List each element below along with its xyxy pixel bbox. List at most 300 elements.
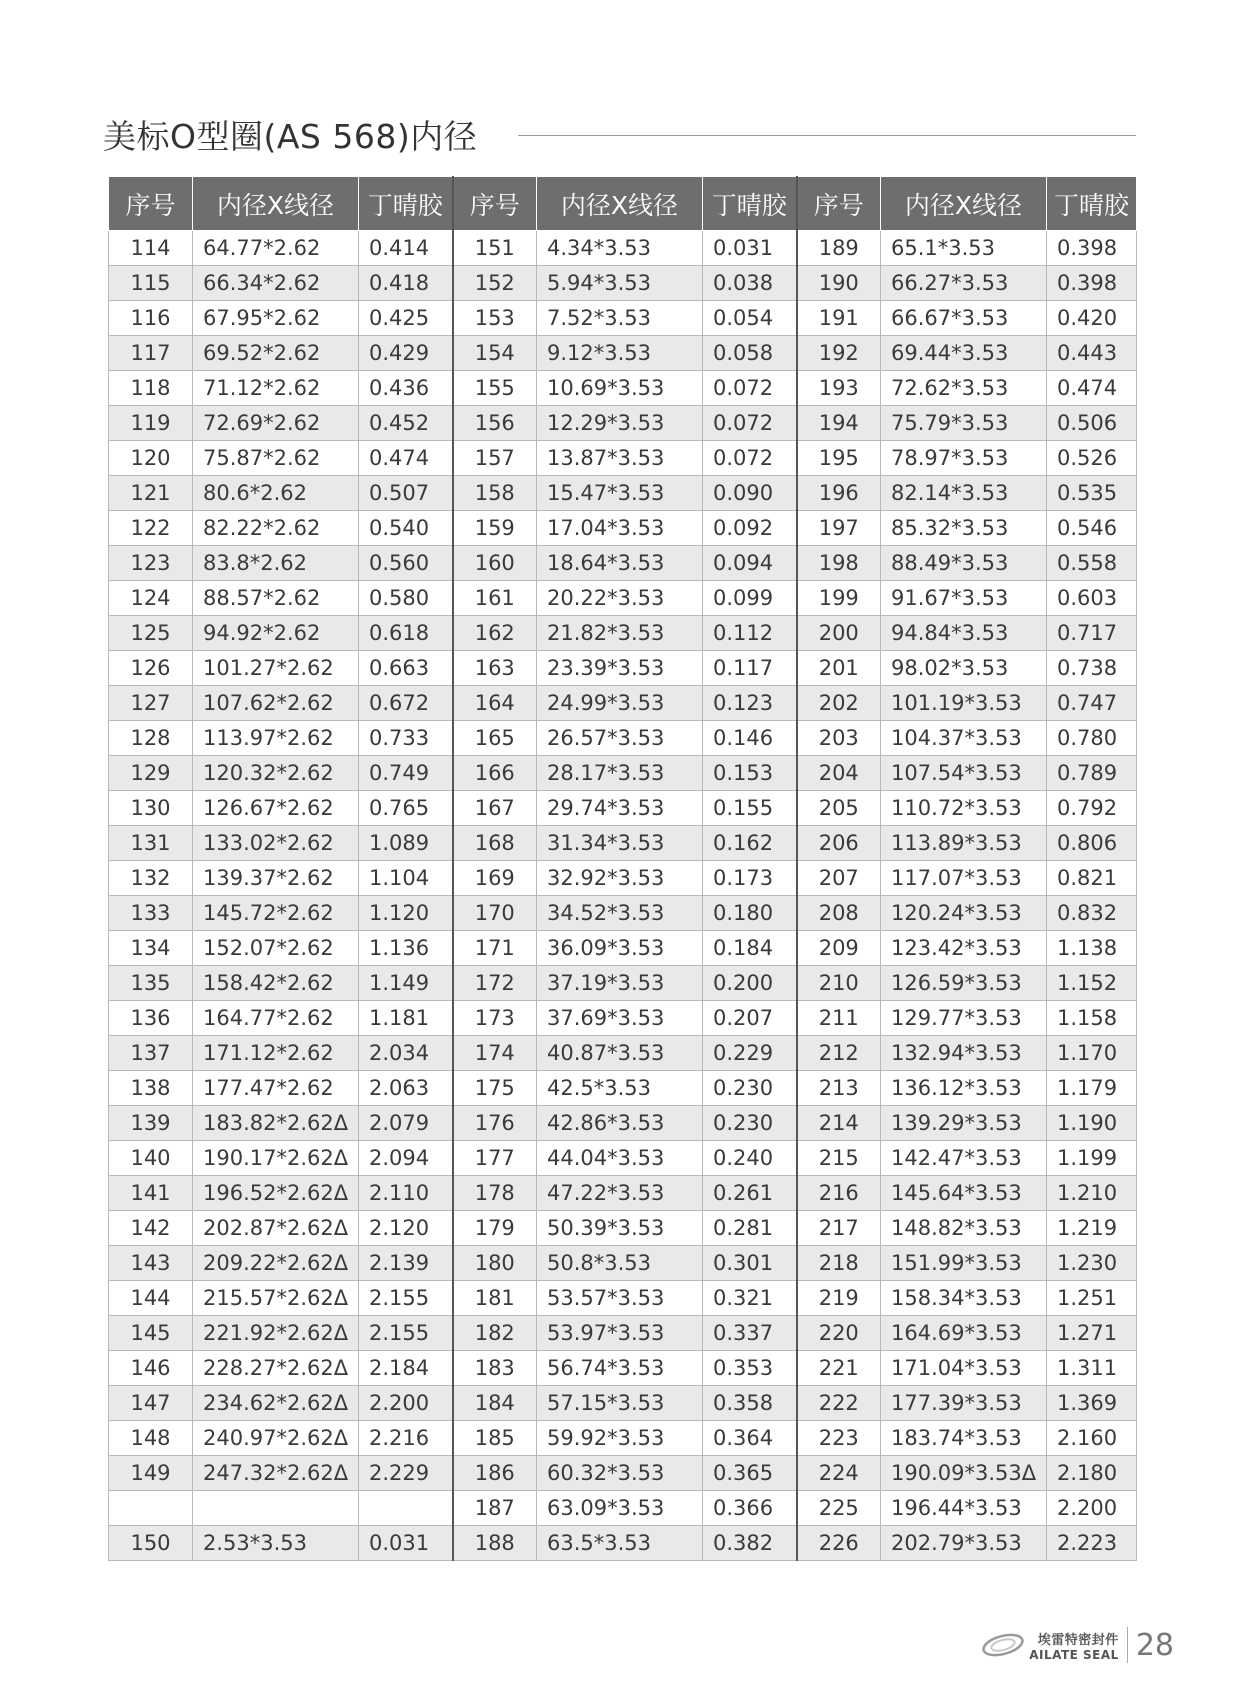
cell-size: 18.64*3.53	[537, 546, 703, 581]
cell-size: 145.72*2.62	[193, 896, 359, 931]
cell-size: 57.15*3.53	[537, 1386, 703, 1421]
cell-nbr-weight: 0.526	[1047, 441, 1137, 476]
cell-item-no: 211	[797, 1001, 881, 1036]
cell-nbr-weight: 0.414	[359, 231, 453, 266]
cell-size: 4.34*3.53	[537, 231, 703, 266]
cell-item-no: 194	[797, 406, 881, 441]
cell-nbr-weight: 0.054	[703, 301, 797, 336]
cell-item-no: 144	[109, 1281, 193, 1316]
cell-size: 37.69*3.53	[537, 1001, 703, 1036]
cell-size: 133.02*2.62	[193, 826, 359, 861]
cell-size: 113.89*3.53	[881, 826, 1047, 861]
cell-item-no: 151	[453, 231, 537, 266]
cell-nbr-weight: 2.063	[359, 1071, 453, 1106]
cell-nbr-weight: 0.090	[703, 476, 797, 511]
cell-item-no: 207	[797, 861, 881, 896]
cell-item-no: 178	[453, 1176, 537, 1211]
cell-item-no: 169	[453, 861, 537, 896]
cell-size: 196.44*3.53	[881, 1491, 1047, 1526]
cell-size: 94.84*3.53	[881, 616, 1047, 651]
header-no: 序号	[109, 177, 193, 231]
table-row	[109, 861, 1137, 896]
cell-item-no: 208	[797, 896, 881, 931]
cell-size: 31.34*3.53	[537, 826, 703, 861]
cell-item-no: 124	[109, 581, 193, 616]
footer-divider	[1127, 1627, 1128, 1663]
cell-nbr-weight: 0.112	[703, 616, 797, 651]
cell-item-no: 163	[453, 651, 537, 686]
table-row	[109, 1001, 1137, 1036]
cell-size: 215.57*2.62Δ	[193, 1281, 359, 1316]
cell-nbr-weight: 0.535	[1047, 476, 1137, 511]
table-row	[109, 511, 1137, 546]
cell-nbr-weight: 1.089	[359, 826, 453, 861]
cell-size: 71.12*2.62	[193, 371, 359, 406]
cell-item-no: 185	[453, 1421, 537, 1456]
cell-nbr-weight: 0.663	[359, 651, 453, 686]
cell-item-no: 175	[453, 1071, 537, 1106]
cell-item-no: 157	[453, 441, 537, 476]
cell-nbr-weight: 0.146	[703, 721, 797, 756]
cell-item-no: 117	[109, 336, 193, 371]
cell-size: 29.74*3.53	[537, 791, 703, 826]
cell-nbr-weight: 0.429	[359, 336, 453, 371]
cell-item-no: 127	[109, 686, 193, 721]
cell-nbr-weight: 0.281	[703, 1211, 797, 1246]
cell-size: 91.67*3.53	[881, 581, 1047, 616]
cell-nbr-weight: 0.738	[1047, 651, 1137, 686]
cell-size: 17.04*3.53	[537, 511, 703, 546]
cell-item-no: 152	[453, 266, 537, 301]
header-size: 内径X线径	[881, 177, 1047, 231]
cell-item-no: 138	[109, 1071, 193, 1106]
cell-item-no: 223	[797, 1421, 881, 1456]
cell-item-no: 160	[453, 546, 537, 581]
table-row	[109, 406, 1137, 441]
cell-item-no: 220	[797, 1316, 881, 1351]
table-row	[109, 1071, 1137, 1106]
cell-size: 123.42*3.53	[881, 931, 1047, 966]
cell-item-no: 219	[797, 1281, 881, 1316]
table-row	[109, 1526, 1137, 1561]
cell-item-no: 118	[109, 371, 193, 406]
cell-size: 164.77*2.62	[193, 1001, 359, 1036]
cell-size: 148.82*3.53	[881, 1211, 1047, 1246]
page-title: 美标O型圈(AS 568)内径	[103, 117, 478, 156]
cell-item-no: 190	[797, 266, 881, 301]
cell-size: 158.34*3.53	[881, 1281, 1047, 1316]
table-row	[109, 896, 1137, 931]
cell-item-no: 128	[109, 721, 193, 756]
cell-item-no: 114	[109, 231, 193, 266]
cell-size: 132.94*3.53	[881, 1036, 1047, 1071]
cell-size: 177.47*2.62	[193, 1071, 359, 1106]
cell-size: 82.14*3.53	[881, 476, 1047, 511]
table-row	[109, 791, 1137, 826]
cell-item-no: 222	[797, 1386, 881, 1421]
cell-nbr-weight: 1.199	[1047, 1141, 1137, 1176]
cell-item-no: 147	[109, 1386, 193, 1421]
table-row	[109, 931, 1137, 966]
cell-nbr-weight: 1.210	[1047, 1176, 1137, 1211]
cell-item-no: 119	[109, 406, 193, 441]
cell-nbr-weight: 0.443	[1047, 336, 1137, 371]
cell-item-no: 120	[109, 441, 193, 476]
cell-size: 72.69*2.62	[193, 406, 359, 441]
cell-nbr-weight: 0.092	[703, 511, 797, 546]
brand-name-en: AILATE SEAL	[1029, 1647, 1119, 1662]
cell-nbr-weight: 1.170	[1047, 1036, 1137, 1071]
cell-size: 59.92*3.53	[537, 1421, 703, 1456]
cell-item-no: 196	[797, 476, 881, 511]
cell-size: 75.87*2.62	[193, 441, 359, 476]
cell-nbr-weight: 0.031	[359, 1526, 453, 1561]
cell-item-no: 142	[109, 1211, 193, 1246]
cell-item-no: 135	[109, 966, 193, 1001]
cell-nbr-weight: 2.120	[359, 1211, 453, 1246]
table-row	[109, 1141, 1137, 1176]
table-row	[109, 266, 1137, 301]
cell-item-no: 221	[797, 1351, 881, 1386]
cell-nbr-weight: 1.219	[1047, 1211, 1137, 1246]
cell-nbr-weight: 0.792	[1047, 791, 1137, 826]
cell-nbr-weight: 1.152	[1047, 966, 1137, 1001]
table-row	[109, 756, 1137, 791]
cell-size: 142.47*3.53	[881, 1141, 1047, 1176]
cell-size: 228.27*2.62Δ	[193, 1351, 359, 1386]
cell-item-no: 191	[797, 301, 881, 336]
cell-item-no: 148	[109, 1421, 193, 1456]
table-row	[109, 966, 1137, 1001]
header-no: 序号	[453, 177, 537, 231]
cell-size: 120.32*2.62	[193, 756, 359, 791]
cell-item-no: 168	[453, 826, 537, 861]
cell-size: 88.49*3.53	[881, 546, 1047, 581]
cell-nbr-weight: 0.180	[703, 896, 797, 931]
cell-nbr-weight: 2.155	[359, 1316, 453, 1351]
cell-size: 53.57*3.53	[537, 1281, 703, 1316]
cell-size: 64.77*2.62	[193, 231, 359, 266]
cell-item-no: 159	[453, 511, 537, 546]
cell-item-no: 201	[797, 651, 881, 686]
cell-nbr-weight: 2.155	[359, 1281, 453, 1316]
cell-nbr-weight: 0.337	[703, 1316, 797, 1351]
cell-item-no: 143	[109, 1246, 193, 1281]
cell-size: 117.07*3.53	[881, 861, 1047, 896]
cell-size: 40.87*3.53	[537, 1036, 703, 1071]
cell-size: 183.74*3.53	[881, 1421, 1047, 1456]
cell-nbr-weight: 0.474	[1047, 371, 1137, 406]
cell-item-no: 164	[453, 686, 537, 721]
brand-name-cn: 埃雷特密封件	[1037, 1632, 1119, 1648]
cell-nbr-weight: 0.155	[703, 791, 797, 826]
cell-size: 26.57*3.53	[537, 721, 703, 756]
cell-item-no: 129	[109, 756, 193, 791]
cell-item-no: 139	[109, 1106, 193, 1141]
cell-item-no: 204	[797, 756, 881, 791]
cell-item-no: 182	[453, 1316, 537, 1351]
cell-nbr-weight: 0.364	[703, 1421, 797, 1456]
table-body	[109, 231, 1137, 1561]
cell-size: 5.94*3.53	[537, 266, 703, 301]
cell-size: 183.82*2.62Δ	[193, 1106, 359, 1141]
cell-item-no: 132	[109, 861, 193, 896]
cell-size: 66.27*3.53	[881, 266, 1047, 301]
table-row	[109, 1386, 1137, 1421]
cell-nbr-weight: 0.072	[703, 371, 797, 406]
cell-item-no: 181	[453, 1281, 537, 1316]
table-row	[109, 1351, 1137, 1386]
title-rule	[518, 135, 1136, 136]
cell-nbr-weight: 0.301	[703, 1246, 797, 1281]
cell-nbr-weight: 0.418	[359, 266, 453, 301]
cell-nbr-weight: 0.382	[703, 1526, 797, 1561]
cell-nbr-weight: 0.153	[703, 756, 797, 791]
cell-item-no: 180	[453, 1246, 537, 1281]
cell-item-no: 192	[797, 336, 881, 371]
cell-item-no: 172	[453, 966, 537, 1001]
cell-size: 120.24*3.53	[881, 896, 1047, 931]
cell-size: 129.77*3.53	[881, 1001, 1047, 1036]
cell-item-no: 179	[453, 1211, 537, 1246]
cell-item-no: 206	[797, 826, 881, 861]
cell-size: 107.54*3.53	[881, 756, 1047, 791]
cell-item-no: 126	[109, 651, 193, 686]
cell-size: 158.42*2.62	[193, 966, 359, 1001]
oring-size-table	[108, 176, 1137, 1561]
cell-nbr-weight: 1.179	[1047, 1071, 1137, 1106]
cell-item-no: 215	[797, 1141, 881, 1176]
cell-item-no: 150	[109, 1526, 193, 1561]
cell-size: 34.52*3.53	[537, 896, 703, 931]
cell-nbr-weight: 1.230	[1047, 1246, 1137, 1281]
cell-item-no: 140	[109, 1141, 193, 1176]
cell-size: 247.32*2.62Δ	[193, 1456, 359, 1491]
cell-item-no: 121	[109, 476, 193, 511]
cell-item-no: 134	[109, 931, 193, 966]
cell-item-no: 226	[797, 1526, 881, 1561]
cell-nbr-weight: 0.821	[1047, 861, 1137, 896]
cell-nbr-weight: 0.094	[703, 546, 797, 581]
cell-size: 13.87*3.53	[537, 441, 703, 476]
cell-item-no: 216	[797, 1176, 881, 1211]
cell-size: 85.32*3.53	[881, 511, 1047, 546]
cell-item-no: 195	[797, 441, 881, 476]
cell-nbr-weight: 0.123	[703, 686, 797, 721]
cell-item-no: 210	[797, 966, 881, 1001]
cell-nbr-weight: 2.139	[359, 1246, 453, 1281]
cell-item-no: 162	[453, 616, 537, 651]
header-nbr: 丁晴胶	[359, 177, 453, 231]
cell-size: 7.52*3.53	[537, 301, 703, 336]
cell-nbr-weight: 0.173	[703, 861, 797, 896]
cell-size: 190.09*3.53Δ	[881, 1456, 1047, 1491]
cell-item-no: 122	[109, 511, 193, 546]
cell-nbr-weight: 0.558	[1047, 546, 1137, 581]
cell-item-no: 174	[453, 1036, 537, 1071]
cell-item-no: 145	[109, 1316, 193, 1351]
cell-size: 78.97*3.53	[881, 441, 1047, 476]
cell-nbr-weight: 0.321	[703, 1281, 797, 1316]
cell-item-no: 186	[453, 1456, 537, 1491]
cell-item-no: 173	[453, 1001, 537, 1036]
cell-item-no: 209	[797, 931, 881, 966]
cell-size: 151.99*3.53	[881, 1246, 1047, 1281]
cell-nbr-weight: 2.229	[359, 1456, 453, 1491]
table-row	[109, 441, 1137, 476]
cell-size: 101.19*3.53	[881, 686, 1047, 721]
cell-size: 209.22*2.62Δ	[193, 1246, 359, 1281]
table-row	[109, 581, 1137, 616]
cell-item-no: 197	[797, 511, 881, 546]
cell-nbr-weight: 0.366	[703, 1491, 797, 1526]
cell-nbr-weight: 2.223	[1047, 1526, 1137, 1561]
cell-size: 69.44*3.53	[881, 336, 1047, 371]
cell-size: 177.39*3.53	[881, 1386, 1047, 1421]
cell-item-no: 188	[453, 1526, 537, 1561]
page-footer	[981, 1627, 1174, 1663]
cell-size: 9.12*3.53	[537, 336, 703, 371]
cell-size: 36.09*3.53	[537, 931, 703, 966]
cell-size: 88.57*2.62	[193, 581, 359, 616]
cell-size: 94.92*2.62	[193, 616, 359, 651]
cell-nbr-weight: 0.230	[703, 1071, 797, 1106]
cell-item-no: 225	[797, 1491, 881, 1526]
cell-item-no: 146	[109, 1351, 193, 1386]
cell-size: 75.79*3.53	[881, 406, 1047, 441]
cell-item-no: 205	[797, 791, 881, 826]
cell-item-no: 167	[453, 791, 537, 826]
cell-item-no: 213	[797, 1071, 881, 1106]
cell-item-no: 200	[797, 616, 881, 651]
page-number: 28	[1135, 1627, 1174, 1663]
cell-item-no: 125	[109, 616, 193, 651]
cell-nbr-weight: 0.789	[1047, 756, 1137, 791]
cell-size: 69.52*2.62	[193, 336, 359, 371]
cell-size: 65.1*3.53	[881, 231, 1047, 266]
cell-size: 101.27*2.62	[193, 651, 359, 686]
cell-nbr-weight: 0.353	[703, 1351, 797, 1386]
cell-item-no: 183	[453, 1351, 537, 1386]
cell-item-no: 131	[109, 826, 193, 861]
cell-nbr-weight: 2.200	[1047, 1491, 1137, 1526]
cell-item-no: 171	[453, 931, 537, 966]
cell-nbr-weight: 2.184	[359, 1351, 453, 1386]
cell-nbr-weight: 0.672	[359, 686, 453, 721]
cell-size: 47.22*3.53	[537, 1176, 703, 1211]
cell-nbr-weight: 0.099	[703, 581, 797, 616]
table-row	[109, 1106, 1137, 1141]
cell-item-no: 193	[797, 371, 881, 406]
cell-size	[193, 1491, 359, 1526]
cell-nbr-weight: 1.251	[1047, 1281, 1137, 1316]
header-nbr: 丁晴胶	[703, 177, 797, 231]
cell-size: 56.74*3.53	[537, 1351, 703, 1386]
table-header-row	[109, 177, 1137, 231]
table-row	[109, 546, 1137, 581]
cell-nbr-weight: 0.506	[1047, 406, 1137, 441]
cell-size: 171.04*3.53	[881, 1351, 1047, 1386]
cell-item-no: 130	[109, 791, 193, 826]
cell-size: 152.07*2.62	[193, 931, 359, 966]
cell-size: 190.17*2.62Δ	[193, 1141, 359, 1176]
cell-nbr-weight: 2.180	[1047, 1456, 1137, 1491]
cell-item-no: 161	[453, 581, 537, 616]
cell-nbr-weight: 0.038	[703, 266, 797, 301]
cell-nbr-weight: 0.747	[1047, 686, 1137, 721]
cell-nbr-weight: 0.058	[703, 336, 797, 371]
cell-nbr-weight: 0.358	[703, 1386, 797, 1421]
cell-nbr-weight: 0.546	[1047, 511, 1137, 546]
cell-size: 164.69*3.53	[881, 1316, 1047, 1351]
cell-nbr-weight: 0.618	[359, 616, 453, 651]
cell-size: 66.34*2.62	[193, 266, 359, 301]
cell-nbr-weight: 0.031	[703, 231, 797, 266]
cell-nbr-weight: 1.136	[359, 931, 453, 966]
cell-nbr-weight: 0.184	[703, 931, 797, 966]
cell-item-no: 141	[109, 1176, 193, 1211]
cell-item-no: 176	[453, 1106, 537, 1141]
cell-nbr-weight: 0.436	[359, 371, 453, 406]
cell-item-no: 156	[453, 406, 537, 441]
cell-size: 12.29*3.53	[537, 406, 703, 441]
cell-nbr-weight: 0.603	[1047, 581, 1137, 616]
cell-item-no: 217	[797, 1211, 881, 1246]
cell-nbr-weight: 1.120	[359, 896, 453, 931]
cell-item-no: 189	[797, 231, 881, 266]
cell-size: 104.37*3.53	[881, 721, 1047, 756]
cell-nbr-weight: 2.200	[359, 1386, 453, 1421]
table-row	[109, 371, 1137, 406]
cell-item-no: 214	[797, 1106, 881, 1141]
cell-nbr-weight: 0.240	[703, 1141, 797, 1176]
brand-name	[1029, 1629, 1119, 1662]
cell-size: 202.79*3.53	[881, 1526, 1047, 1561]
cell-size: 136.12*3.53	[881, 1071, 1047, 1106]
cell-item-no: 133	[109, 896, 193, 931]
cell-nbr-weight: 0.832	[1047, 896, 1137, 931]
cell-size: 113.97*2.62	[193, 721, 359, 756]
cell-size: 20.22*3.53	[537, 581, 703, 616]
cell-item-no: 198	[797, 546, 881, 581]
cell-size: 139.37*2.62	[193, 861, 359, 896]
cell-nbr-weight: 2.094	[359, 1141, 453, 1176]
cell-nbr-weight: 0.230	[703, 1106, 797, 1141]
cell-nbr-weight: 0.560	[359, 546, 453, 581]
cell-size: 98.02*3.53	[881, 651, 1047, 686]
cell-size: 21.82*3.53	[537, 616, 703, 651]
cell-item-no: 155	[453, 371, 537, 406]
cell-size: 240.97*2.62Δ	[193, 1421, 359, 1456]
cell-nbr-weight: 0.580	[359, 581, 453, 616]
cell-size: 63.09*3.53	[537, 1491, 703, 1526]
cell-item-no: 170	[453, 896, 537, 931]
cell-item-no: 136	[109, 1001, 193, 1036]
table-row	[109, 1036, 1137, 1071]
table-row	[109, 1491, 1137, 1526]
cell-size: 23.39*3.53	[537, 651, 703, 686]
table-row	[109, 1176, 1137, 1211]
cell-size: 126.67*2.62	[193, 791, 359, 826]
header-size: 内径X线径	[537, 177, 703, 231]
cell-nbr-weight: 1.271	[1047, 1316, 1137, 1351]
cell-size: 202.87*2.62Δ	[193, 1211, 359, 1246]
cell-nbr-weight: 0.452	[359, 406, 453, 441]
cell-nbr-weight: 0.398	[1047, 231, 1137, 266]
cell-nbr-weight: 0.117	[703, 651, 797, 686]
table-row	[109, 616, 1137, 651]
cell-item-no: 224	[797, 1456, 881, 1491]
